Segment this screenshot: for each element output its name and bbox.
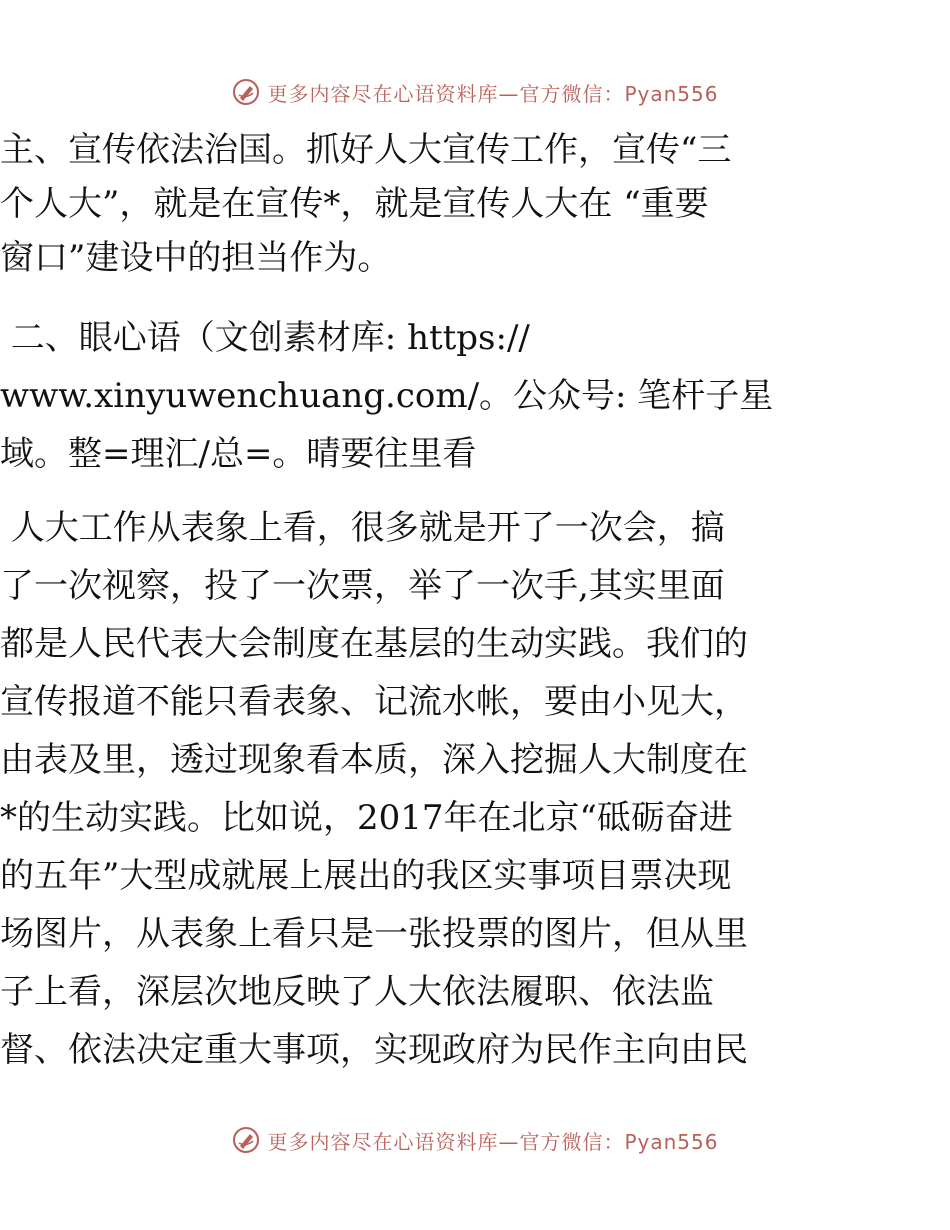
text-line: 个人大”，就是在宣传*，就是宣传人大在 “重要 — [0, 184, 709, 224]
text-line: 窗口”建设中的担当作为。 — [0, 238, 392, 278]
footer-watermark-banner — [0, 1120, 950, 1160]
text-line: 域。整=理汇/总=。晴要往里看 — [0, 434, 477, 474]
text-line: 人大工作从表象上看，很多就是开了一次会，搞 — [0, 508, 725, 548]
text-line: 的五年”大型成就展上展出的我区实事项目票决现 — [0, 856, 732, 896]
watermark-text: 更多内容尽在心语资料库—官方微信：Pyan556 — [267, 81, 719, 106]
text-line: www.xinyuwenchuang.com/。公众号: 笔杆子星 — [0, 376, 774, 416]
text-line: 都是人民代表大会制度在基层的生动实践。我们的 — [0, 624, 748, 664]
text-line: 场图片，从表象上看只是一张投票的图片，但从里 — [0, 914, 748, 954]
header-watermark-banner — [0, 72, 950, 112]
text-line: 督、依法决定重大事项，实现政府为民作主向由民 — [0, 1030, 748, 1070]
logo-icon — [231, 77, 261, 107]
logo-icon — [231, 1125, 261, 1155]
watermark-text: 更多内容尽在心语资料库—官方微信：Pyan556 — [267, 1129, 719, 1154]
text-line: *的生动实践。比如说，2017年在北京“砥砺奋进 — [0, 798, 733, 838]
text-line: 由表及里，透过现象看本质，深入挖掘人大制度在 — [0, 740, 748, 780]
text-line: 子上看，深层次地反映了人大依法履职、依法监 — [0, 972, 714, 1012]
section-heading: 二、眼心语（文创素材库: https:// — [0, 318, 530, 358]
text-line: 主、宣传依法治国。抓好人大宣传工作，宣传“三 — [0, 130, 732, 170]
text-line: 了一次视察，投了一次票，举了一次手,其实里面 — [0, 566, 725, 606]
text-line: 宣传报道不能只看表象、记流水帐，要由小见大， — [0, 682, 748, 722]
